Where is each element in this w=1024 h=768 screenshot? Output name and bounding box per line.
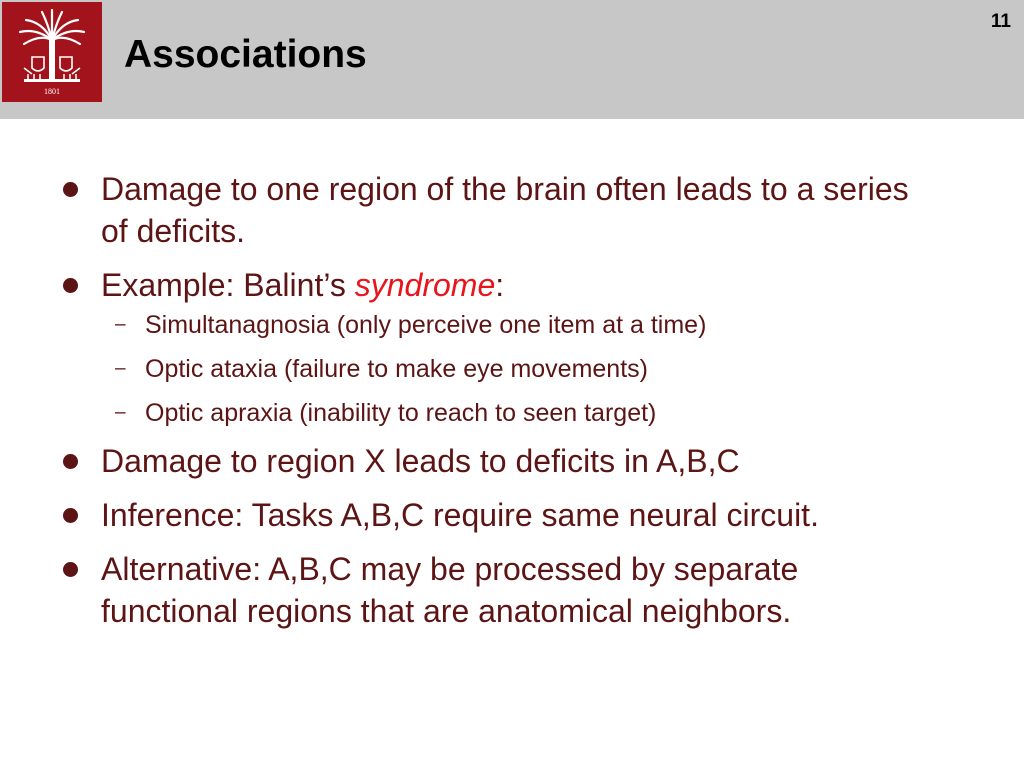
bullet-dot-icon [63,182,78,197]
bullet-dot-icon [63,454,78,469]
bullet-dot-icon [63,508,78,523]
bullet-item [0,440,1024,482]
sub-item-text: Simultanagnosia (only perceive one item at a time) [145,311,707,339]
bullet-dot-icon [63,278,78,293]
dash-marker: – [115,402,126,423]
slide-body [0,168,1024,644]
palmetto-icon [2,2,102,102]
sub-item [0,308,1024,342]
bullet-dot-icon [63,562,78,577]
bullet-item [0,548,1024,632]
bullet-text: Damage to one region of the brain often leads to a series of deficits. [101,171,909,249]
dash-marker: – [115,358,126,379]
bullet-text: Damage to region X leads to deficits in A,B,C [101,443,740,479]
bullet-item [0,494,1024,536]
bullet-item [0,168,1024,252]
sub-list [0,308,1024,430]
bullet-text: Alternative: A,B,C may be processed by separate functional regions that are anatomical neighbors. [101,551,799,629]
slide-number: 11 [990,11,1011,32]
emphasized-term: syndrome [354,267,496,303]
dash-marker: – [115,314,126,335]
bullet-text-suffix: : [495,267,505,303]
bullet-text-prefix: Example: Balint’s [101,267,355,303]
university-logo [2,2,102,102]
sub-item-text: Optic ataxia (failure to make eye movements) [145,355,648,383]
sub-item-text: Optic apraxia (inability to reach to seen target) [145,399,657,427]
logo-year: 1801 [44,87,60,96]
bullet-text: Inference: Tasks A,B,C require same neural circuit. [101,497,819,533]
bullet-item [0,264,1024,306]
sub-item [0,396,1024,430]
sub-item [0,352,1024,386]
slide-title: Associations [124,33,367,76]
